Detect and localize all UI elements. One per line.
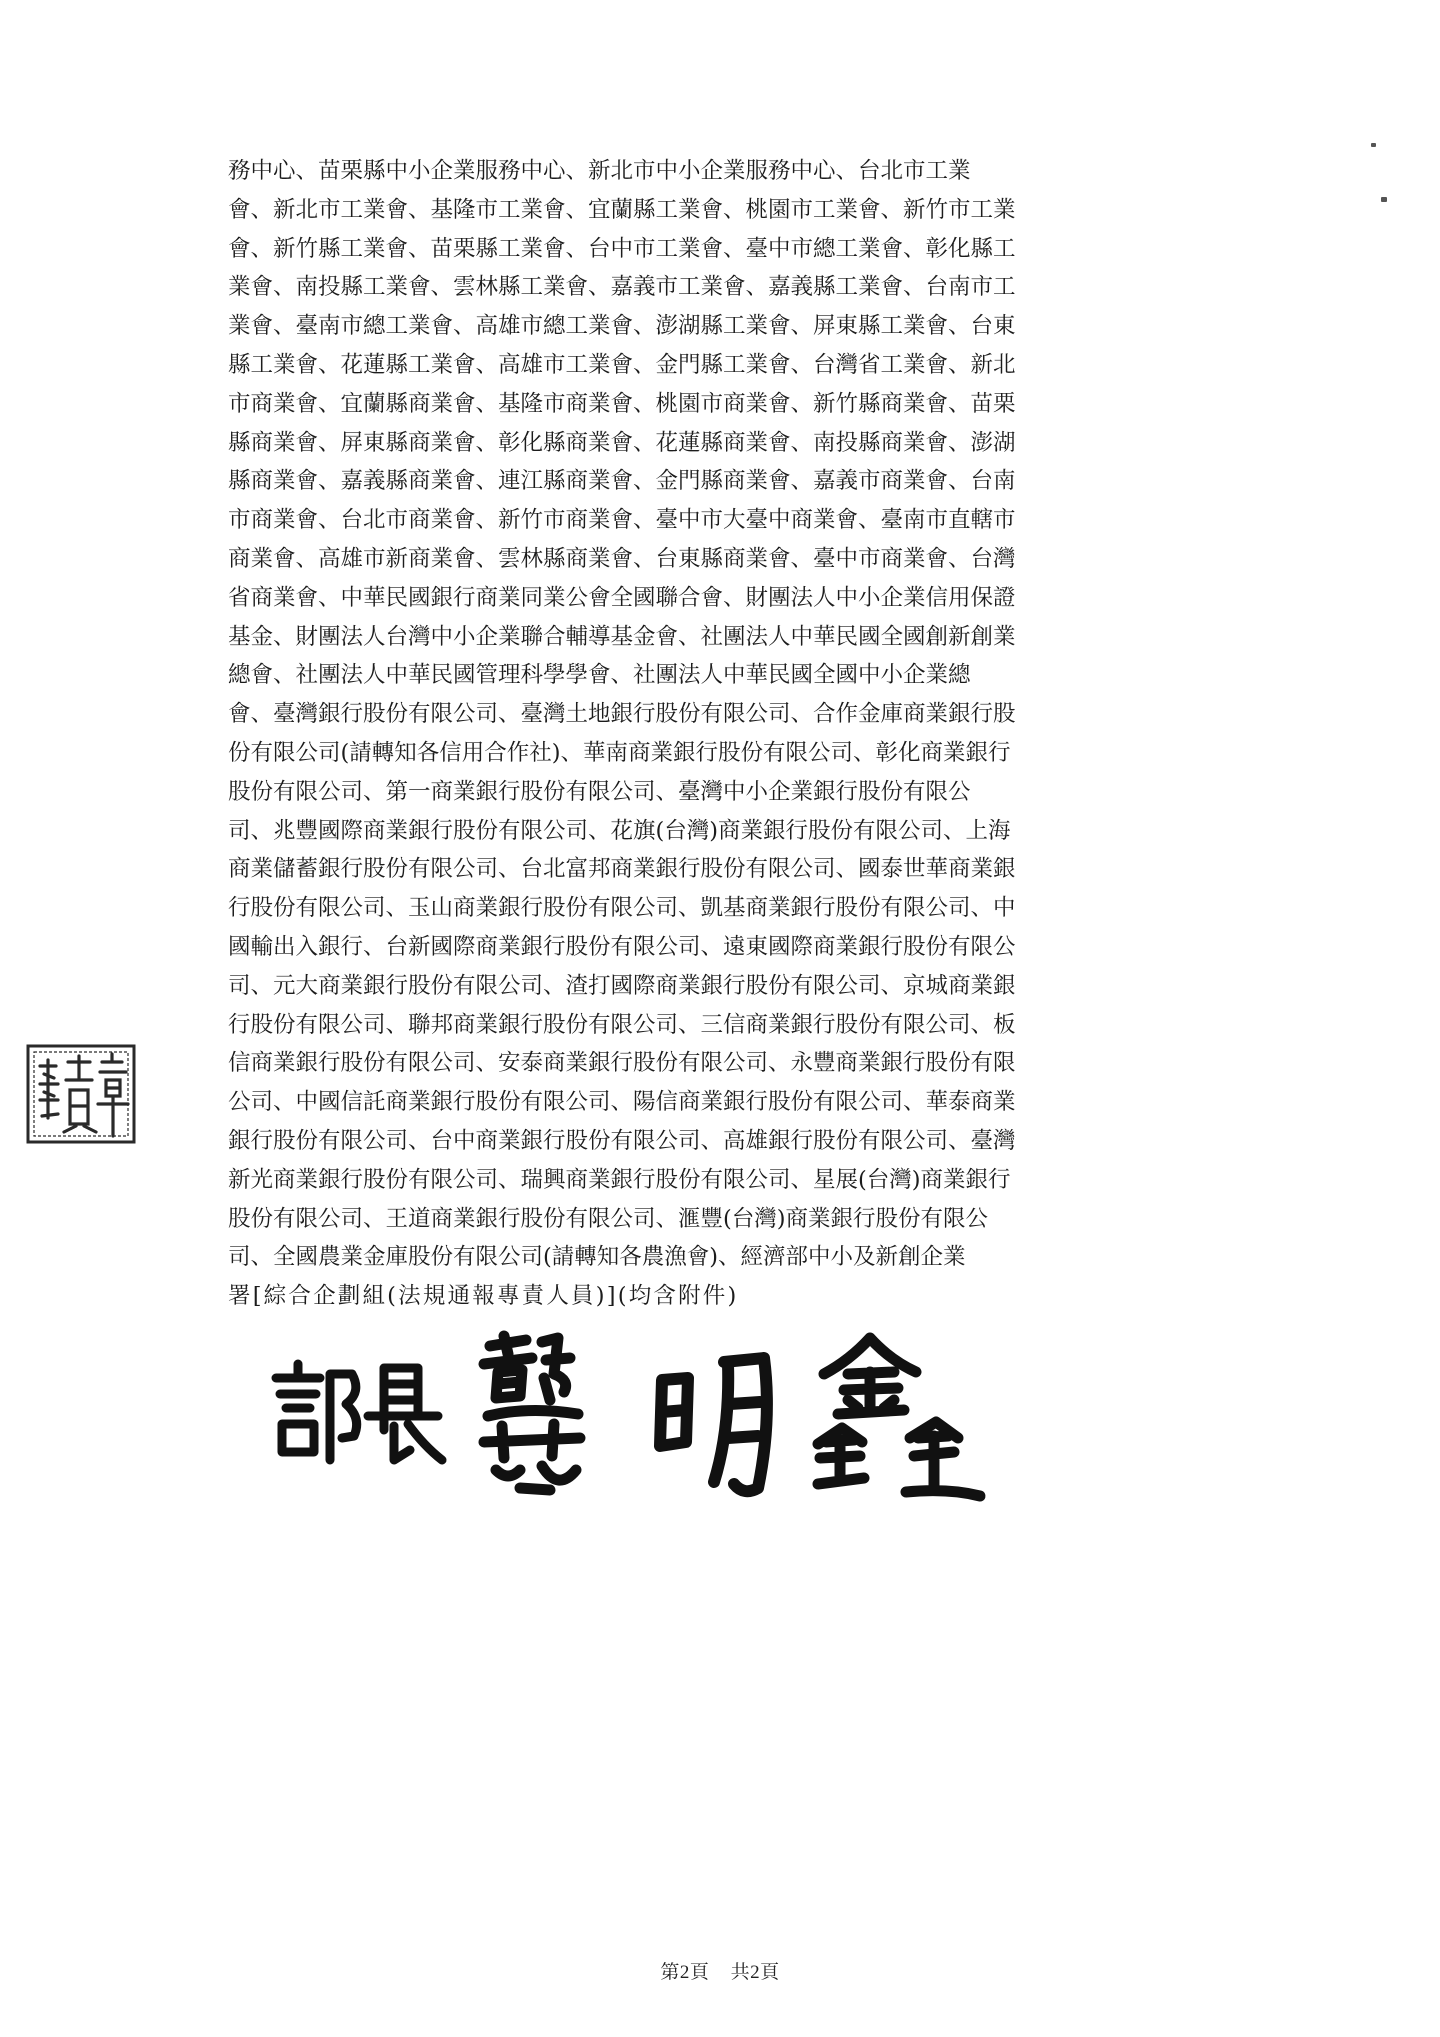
recipient-line: 會、新北市工業會、基隆市工業會、宜蘭縣工業會、桃園市工業會、新竹市工業 [228,196,1016,223]
recipient-line: 司、全國農業金庫股份有限公司(請轉知各農漁會)、經濟部中小及新創企業 [228,1244,966,1271]
recipient-line: 署[綜合企劃組(法規通報專責人員)](均含附件) [228,1283,739,1310]
recipient-line: 縣工業會、花蓮縣工業會、高雄市工業會、金門縣工業會、台灣省工業會、新北 [228,351,1016,378]
recipient-line: 會、臺灣銀行股份有限公司、臺灣土地銀行股份有限公司、合作金庫商業銀行股 [228,701,1016,728]
recipient-line: 份有限公司(請轉知各信用合作社)、華南商業銀行股份有限公司、彰化商業銀行 [228,739,1011,766]
recipient-line: 總會、社團法人中華民國管理科學學會、社團法人中華民國全國中小企業總 [228,662,971,689]
scan-speck [1381,197,1387,202]
recipient-line: 基金、財團法人台灣中小企業聯合輔導基金會、社團法人中華民國全國創新創業 [228,623,1016,650]
recipient-line: 股份有限公司、第一商業銀行股份有限公司、臺灣中小企業銀行股份有限公 [228,778,971,805]
recipient-line: 銀行股份有限公司、台中商業銀行股份有限公司、高雄銀行股份有限公司、臺灣 [228,1127,1016,1154]
seam-stamp-image [18,1040,142,1152]
recipient-line: 省商業會、中華民國銀行商業同業公會全國聯合會、財團法人中小企業信用保證 [228,584,1016,611]
page-number: 第2頁 [660,1962,710,1983]
recipient-line: 行股份有限公司、玉山商業銀行股份有限公司、凱基商業銀行股份有限公司、中 [228,895,1016,922]
recipient-line: 商業儲蓄銀行股份有限公司、台北富邦商業銀行股份有限公司、國泰世華商業銀 [228,856,1016,883]
page-footer [0,1957,1440,1984]
recipient-line: 業會、南投縣工業會、雲林縣工業會、嘉義市工業會、嘉義縣工業會、台南市工 [228,274,1016,301]
recipient-line: 司、兆豐國際商業銀行股份有限公司、花旗(台灣)商業銀行股份有限公司、上海 [228,817,1011,844]
recipient-line: 會、新竹縣工業會、苗栗縣工業會、台中市工業會、臺中市總工業會、彰化縣工 [228,235,1016,262]
recipient-line: 信商業銀行股份有限公司、安泰商業銀行股份有限公司、永豐商業銀行股份有限 [228,1050,1016,1077]
recipient-line: 縣商業會、嘉義縣商業會、連江縣商業會、金門縣商業會、嘉義市商業會、台南 [228,468,1016,495]
recipient-line: 務中心、苗栗縣中小企業服務中心、新北市中小企業服務中心、台北市工業 [228,158,971,184]
recipient-line: 國輸出入銀行、台新國際商業銀行股份有限公司、遠東國際商業銀行股份有限公 [228,933,1016,960]
recipient-line: 股份有限公司、王道商業銀行股份有限公司、滙豐(台灣)商業銀行股份有限公 [228,1205,989,1232]
recipient-line: 業會、臺南市總工業會、高雄市總工業會、澎湖縣工業會、屏東縣工業會、台東 [228,313,1016,340]
minister-signature-image [258,1320,1018,1520]
recipient-line: 商業會、高雄市新商業會、雲林縣商業會、台東縣商業會、臺中市商業會、台灣 [228,545,1016,572]
recipient-line: 新光商業銀行股份有限公司、瑞興商業銀行股份有限公司、星展(台灣)商業銀行 [228,1166,1011,1193]
page-total: 共2頁 [730,1962,780,1983]
recipient-line: 市商業會、宜蘭縣商業會、基隆市商業會、桃園市商業會、新竹縣商業會、苗栗 [228,390,1016,417]
recipient-line: 縣商業會、屏東縣商業會、彰化縣商業會、花蓮縣商業會、南投縣商業會、澎湖 [228,429,1016,456]
recipient-line: 公司、中國信託商業銀行股份有限公司、陽信商業銀行股份有限公司、華泰商業 [228,1089,1016,1116]
recipient-line: 行股份有限公司、聯邦商業銀行股份有限公司、三信商業銀行股份有限公司、板 [228,1011,1016,1038]
recipient-line: 司、元大商業銀行股份有限公司、渣打國際商業銀行股份有限公司、京城商業銀 [228,972,1016,999]
recipient-list [228,152,1263,1316]
recipient-line: 市商業會、台北市商業會、新竹市商業會、臺中市大臺中商業會、臺南市直轄市 [228,507,1016,534]
scan-speck [1371,143,1376,147]
